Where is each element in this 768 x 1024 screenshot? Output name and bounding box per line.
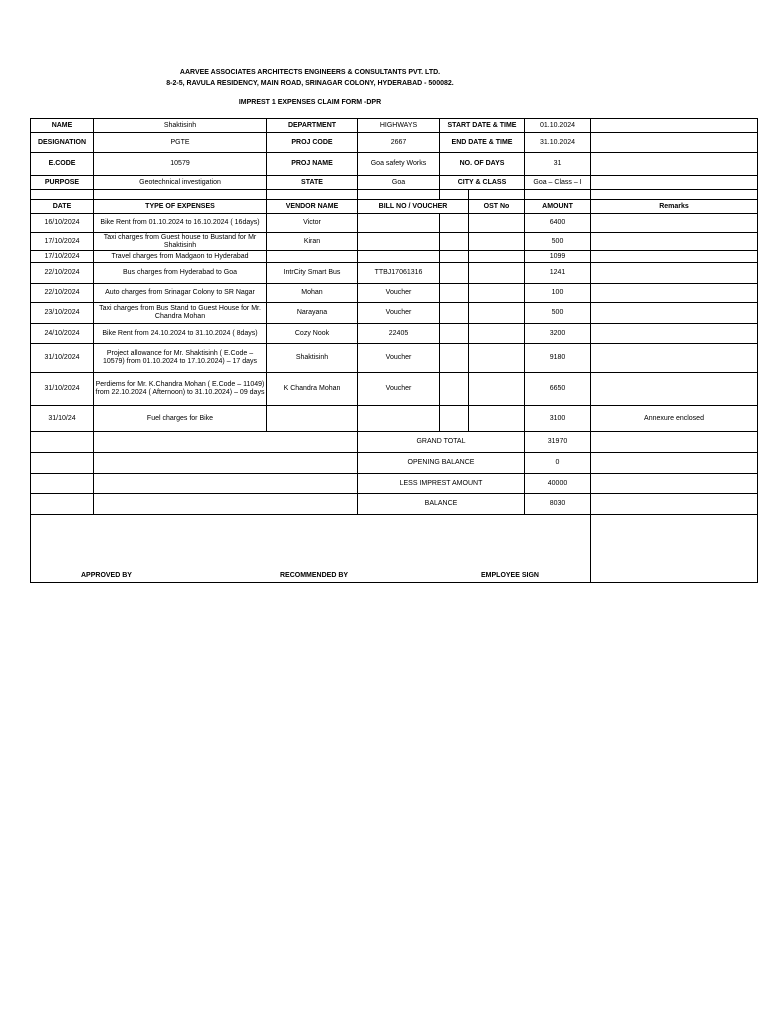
expense-row — [31, 233, 758, 251]
expense-bill-extra — [440, 344, 469, 373]
expense-bill: Voucher — [358, 303, 440, 324]
expense-amount: 6650 — [525, 373, 591, 406]
expense-ost — [469, 251, 525, 263]
expense-ost — [469, 344, 525, 373]
expense-ost — [469, 284, 525, 303]
ecode-value: 10579 — [94, 153, 267, 176]
expense-remarks — [591, 233, 758, 251]
total-blank-b — [94, 494, 358, 515]
info-row-purpose — [31, 176, 758, 190]
expense-bill-extra — [440, 324, 469, 344]
expense-date: 31/10/2024 — [31, 373, 94, 406]
expense-date: 31/10/24 — [31, 406, 94, 432]
expense-date: 22/10/2024 — [31, 284, 94, 303]
proj-name-label: PROJ NAME — [267, 153, 358, 176]
name-label: NAME — [31, 119, 94, 133]
claim-form-table — [30, 118, 758, 583]
expense-bill-extra — [440, 214, 469, 233]
col-vendor: VENDOR NAME — [267, 200, 358, 214]
total-blank-b — [94, 432, 358, 453]
expense-row — [31, 406, 758, 432]
expense-vendor: Narayana — [267, 303, 358, 324]
total-label: OPENING BALANCE — [358, 453, 525, 474]
expense-bill-extra — [440, 406, 469, 432]
expense-vendor — [267, 251, 358, 263]
signature-row — [31, 515, 758, 583]
expense-bill-extra — [440, 263, 469, 284]
total-row — [31, 494, 758, 515]
expense-type: Bike Rent from 24.10.2024 to 31.10.2024 ( 8days) — [94, 324, 267, 344]
expense-bill: Voucher — [358, 373, 440, 406]
expense-row — [31, 251, 758, 263]
expense-date: 17/10/2024 — [31, 251, 94, 263]
expense-remarks — [591, 284, 758, 303]
info-row-ecode — [31, 153, 758, 176]
info-blank-4 — [591, 176, 758, 190]
signature-remarks-blank — [591, 515, 758, 583]
total-label: GRAND TOTAL — [358, 432, 525, 453]
expense-bill-extra — [440, 251, 469, 263]
expense-date: 16/10/2024 — [31, 214, 94, 233]
total-remarks — [591, 432, 758, 453]
expense-remarks — [591, 303, 758, 324]
expense-ost — [469, 233, 525, 251]
expense-vendor: IntrCity Smart Bus — [267, 263, 358, 284]
info-blank-1 — [591, 119, 758, 133]
total-row — [31, 453, 758, 474]
expense-vendor: K Chandra Mohan — [267, 373, 358, 406]
expense-vendor: Cozy Nook — [267, 324, 358, 344]
expense-bill: Voucher — [358, 344, 440, 373]
expense-row — [31, 214, 758, 233]
employee-sign: EMPLOYEE SIGN — [481, 572, 539, 579]
end-date-label: END DATE & TIME — [440, 133, 525, 153]
info-blank-3 — [591, 153, 758, 176]
designation-value: PGTE — [94, 133, 267, 153]
expense-ost — [469, 324, 525, 344]
total-row — [31, 474, 758, 494]
expense-remarks — [591, 214, 758, 233]
expense-type: Perdiems for Mr. K.Chandra Mohan ( E.Code – 11049) from 22.10.2024 ( Afternoon) to 31.10.2024) – 09 days — [94, 373, 267, 406]
expense-row — [31, 324, 758, 344]
total-blank-b — [94, 453, 358, 474]
department-value: HIGHWAYS — [358, 119, 440, 133]
expense-bill — [358, 214, 440, 233]
expense-amount: 1099 — [525, 251, 591, 263]
form-body — [31, 119, 758, 583]
city-value: Goa – Class – I — [525, 176, 591, 190]
expense-ost — [469, 303, 525, 324]
expense-bill-extra — [440, 373, 469, 406]
expense-amount: 500 — [525, 233, 591, 251]
col-ost: OST No — [469, 200, 525, 214]
expense-date: 23/10/2024 — [31, 303, 94, 324]
purpose-value: Geotechnical investigation — [94, 176, 267, 190]
col-bill: BILL NO / VOUCHER — [358, 200, 469, 214]
total-value: 8030 — [525, 494, 591, 515]
expense-row — [31, 303, 758, 324]
form-title: IMPREST 1 EXPENSES CLAIM FORM -DPR — [238, 99, 382, 106]
total-remarks — [591, 453, 758, 474]
proj-name-value: Goa safety Works — [358, 153, 440, 176]
proj-code-value: 2667 — [358, 133, 440, 153]
department-label: DEPARTMENT — [267, 119, 358, 133]
expense-amount: 100 — [525, 284, 591, 303]
total-blank-a — [31, 494, 94, 515]
col-date: DATE — [31, 200, 94, 214]
expense-date: 31/10/2024 — [31, 344, 94, 373]
expense-amount: 1241 — [525, 263, 591, 284]
total-remarks — [591, 474, 758, 494]
total-remarks — [591, 494, 758, 515]
expense-bill-extra — [440, 284, 469, 303]
designation-label: DESIGNATION — [31, 133, 94, 153]
end-date-value: 31.10.2024 — [525, 133, 591, 153]
total-blank-a — [31, 474, 94, 494]
expense-ost — [469, 263, 525, 284]
column-header-row — [31, 200, 758, 214]
col-type: TYPE OF EXPENSES — [94, 200, 267, 214]
expense-remarks — [591, 324, 758, 344]
city-label: CITY & CLASS — [440, 176, 525, 190]
expense-row — [31, 263, 758, 284]
total-value: 31970 — [525, 432, 591, 453]
info-row-designation — [31, 133, 758, 153]
expense-type: Project allowance for Mr. Shaktisinh ( E.Code – 10579) from 01.10.2024 to 17.10.2024) – 17 days — [94, 344, 267, 373]
info-row-name — [31, 119, 758, 133]
expense-remarks — [591, 373, 758, 406]
total-value: 0 — [525, 453, 591, 474]
days-value: 31 — [525, 153, 591, 176]
total-value: 40000 — [525, 474, 591, 494]
recommended-by: RECOMMENDED BY — [280, 572, 349, 579]
expense-date: 17/10/2024 — [31, 233, 94, 251]
expense-amount: 6400 — [525, 214, 591, 233]
proj-code-label: PROJ CODE — [267, 133, 358, 153]
expense-bill: Voucher — [358, 284, 440, 303]
expense-vendor: Victor — [267, 214, 358, 233]
expense-ost — [469, 214, 525, 233]
expense-ost — [469, 373, 525, 406]
purpose-label: PURPOSE — [31, 176, 94, 190]
expense-amount: 3200 — [525, 324, 591, 344]
expense-bill: 22405 — [358, 324, 440, 344]
days-label: NO. OF DAYS — [440, 153, 525, 176]
expense-amount: 3100 — [525, 406, 591, 432]
expense-bill-extra — [440, 303, 469, 324]
start-date-value: 01.10.2024 — [525, 119, 591, 133]
signature-area — [31, 515, 591, 583]
company-address: 8-2-5, RAVULA RESIDENCY, MAIN ROAD, SRINAGAR COLONY, HYDERABAD - 500082. — [166, 80, 454, 87]
spacer-row — [31, 190, 758, 200]
ecode-label: E.CODE — [31, 153, 94, 176]
col-remarks: Remarks — [591, 200, 758, 214]
expense-bill — [358, 406, 440, 432]
expense-amount: 9180 — [525, 344, 591, 373]
expense-type: Taxi charges from Guest house to Bustand for Mr Shaktisinh — [94, 233, 267, 251]
expense-bill: TTBJ17061316 — [358, 263, 440, 284]
expense-bill — [358, 251, 440, 263]
expense-remarks — [591, 251, 758, 263]
expense-bill — [358, 233, 440, 251]
total-blank-b — [94, 474, 358, 494]
name-value: Shaktisinh — [94, 119, 267, 133]
expense-vendor: Shaktisinh — [267, 344, 358, 373]
state-label: STATE — [267, 176, 358, 190]
expense-ost — [469, 406, 525, 432]
expense-vendor: Mohan — [267, 284, 358, 303]
expense-type: Bus charges from Hyderabad to Goa — [94, 263, 267, 284]
expense-type: Travel charges from Madgaon to Hyderabad — [94, 251, 267, 263]
expense-vendor — [267, 406, 358, 432]
total-blank-a — [31, 453, 94, 474]
expense-row — [31, 373, 758, 406]
info-blank-2 — [591, 133, 758, 153]
expense-remarks — [591, 263, 758, 284]
expense-row — [31, 284, 758, 303]
total-label: BALANCE — [358, 494, 525, 515]
expense-amount: 500 — [525, 303, 591, 324]
col-amount: AMOUNT — [525, 200, 591, 214]
total-row — [31, 432, 758, 453]
expense-row — [31, 344, 758, 373]
expense-date: 22/10/2024 — [31, 263, 94, 284]
expense-date: 24/10/2024 — [31, 324, 94, 344]
total-label: LESS IMPREST AMOUNT — [358, 474, 525, 494]
state-value: Goa — [358, 176, 440, 190]
expense-vendor: Kiran — [267, 233, 358, 251]
expense-bill-extra — [440, 233, 469, 251]
expense-type: Auto charges from Srinagar Colony to SR Nagar — [94, 284, 267, 303]
company-name: AARVEE ASSOCIATES ARCHITECTS ENGINEERS & CONSULTANTS PVT. LTD. — [179, 69, 441, 76]
expense-type: Taxi charges from Bus Stand to Guest House for Mr. Chandra Mohan — [94, 303, 267, 324]
expense-type: Bike Rent from 01.10.2024 to 16.10.2024 ( 16days) — [94, 214, 267, 233]
expense-remarks: Annexure enclosed — [591, 406, 758, 432]
approved-by: APPROVED BY — [81, 572, 132, 579]
expense-remarks — [591, 344, 758, 373]
total-blank-a — [31, 432, 94, 453]
start-date-label: START DATE & TIME — [440, 119, 525, 133]
expense-type: Fuel charges for Bike — [94, 406, 267, 432]
